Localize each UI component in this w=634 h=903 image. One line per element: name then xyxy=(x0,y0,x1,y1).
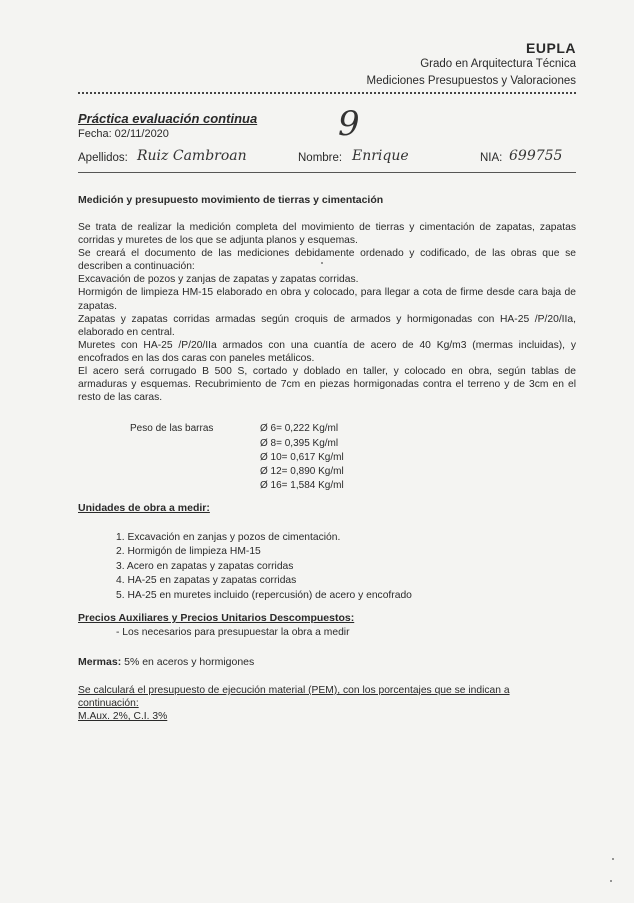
school-name: EUPLA xyxy=(526,40,576,56)
body-paragraph: El acero será corrugado B 500 S, cortado y doblado en taller, y colocado en obra, según tablas de armaduras y esquemas. Recubrimiento de 7cm en piezas hormigonadas contra el terreno y de 3cm en el resto de las caras. xyxy=(78,366,576,404)
exam-date: Fecha: 02/11/2020 xyxy=(78,128,169,140)
list-item: 1. Excavación en zanjas y pozos de cimentación. xyxy=(116,532,341,543)
weight-row: Ø 12= 0,890 Kg/ml xyxy=(260,466,344,477)
body-paragraph: Hormigón de limpieza HM-15 elaborado en obra y colocado, para llegar a cota de firme desde cara baja de zapatas. xyxy=(78,287,576,312)
pem-values: M.Aux. 2%, C.I. 3% xyxy=(78,711,168,722)
nia-handwritten: 699755 xyxy=(509,148,563,164)
precios-title: Precios Auxiliares y Precios Unitarios Descompuestos: xyxy=(78,612,355,624)
handwritten-grade: 9 xyxy=(338,104,360,144)
nia-label: NIA: xyxy=(480,152,503,164)
mermas-label: Mermas: xyxy=(78,656,122,668)
body-paragraph: Se trata de realizar la medición completa del movimiento de tierras y cimentación de zapatas, zapatas corridas y muretes de los que se adjunta planos y esquemas. xyxy=(78,222,576,247)
body-paragraph: Excavación de pozos y zanjas de zapatas y zapatas corridas. xyxy=(78,274,359,286)
scan-speck xyxy=(610,880,612,882)
scan-speck xyxy=(321,262,323,264)
list-item: 4. HA-25 en zapatas y zapatas corridas xyxy=(116,575,297,587)
weight-row: Ø 16= 1,584 Kg/ml xyxy=(260,480,344,491)
name-divider xyxy=(78,172,576,173)
weight-row: Ø 10= 0,617 Kg/ml xyxy=(260,452,344,463)
section-title: Medición y presupuesto movimiento de tierras y cimentación xyxy=(78,194,384,206)
degree-name: Grado en Arquitectura Técnica xyxy=(420,58,576,70)
weights-label: Peso de las barras xyxy=(130,423,214,434)
apellidos-handwritten: Ruiz Cambroan xyxy=(137,148,247,164)
body-paragraph: Muretes con HA-25 /P/20/IIa armados con una cuantía de acero de 40 Kg/m3 (mermas incluidas), y encofrados en las dos caras con paneles metálicos. xyxy=(78,339,576,364)
list-item: 3. Acero en zapatas y zapatas corridas xyxy=(116,560,294,572)
weight-row: Ø 8= 0,395 Kg/ml xyxy=(260,438,339,449)
weight-row: Ø 6= 0,222 Kg/ml xyxy=(260,423,339,434)
course-name: Mediciones Presupuestos y Valoraciones xyxy=(366,75,576,87)
units-list xyxy=(116,531,412,603)
list-item: 5. HA-25 en muretes incluido (repercusión) de acero y encofrado xyxy=(116,589,412,601)
body-text xyxy=(78,221,576,404)
mermas-line xyxy=(78,656,254,668)
nombre-label: Nombre: xyxy=(298,152,343,164)
list-item: 2. Hormigón de limpieza HM-15 xyxy=(116,546,261,558)
precios-bullet: - Los necesarios para presupuestar la obra a medir xyxy=(116,627,350,638)
body-paragraph: Zapatas y zapatas corridas armadas según croquis de armados y hormigonadas con HA-25 /P/20/IIa, elaborado en central. xyxy=(78,313,576,338)
nombre-handwritten: Enrique xyxy=(352,148,409,164)
body-paragraph: Se creará el documento de las mediciones debidamente ordenado y codificado, de las obras que se describen a continuación: xyxy=(78,248,576,273)
header-divider xyxy=(78,92,576,94)
pem-text: Se calculará el presupuesto de ejecución material (PEM), con los porcentajes que se indican a continuación: xyxy=(78,685,510,709)
scan-speck xyxy=(612,858,614,860)
exam-title: Práctica evaluación continua xyxy=(78,111,258,126)
mermas-text: 5% en aceros y hormigones xyxy=(121,656,255,668)
units-title: Unidades de obra a medir: xyxy=(78,502,210,514)
apellidos-label: Apellidos: xyxy=(78,152,128,164)
